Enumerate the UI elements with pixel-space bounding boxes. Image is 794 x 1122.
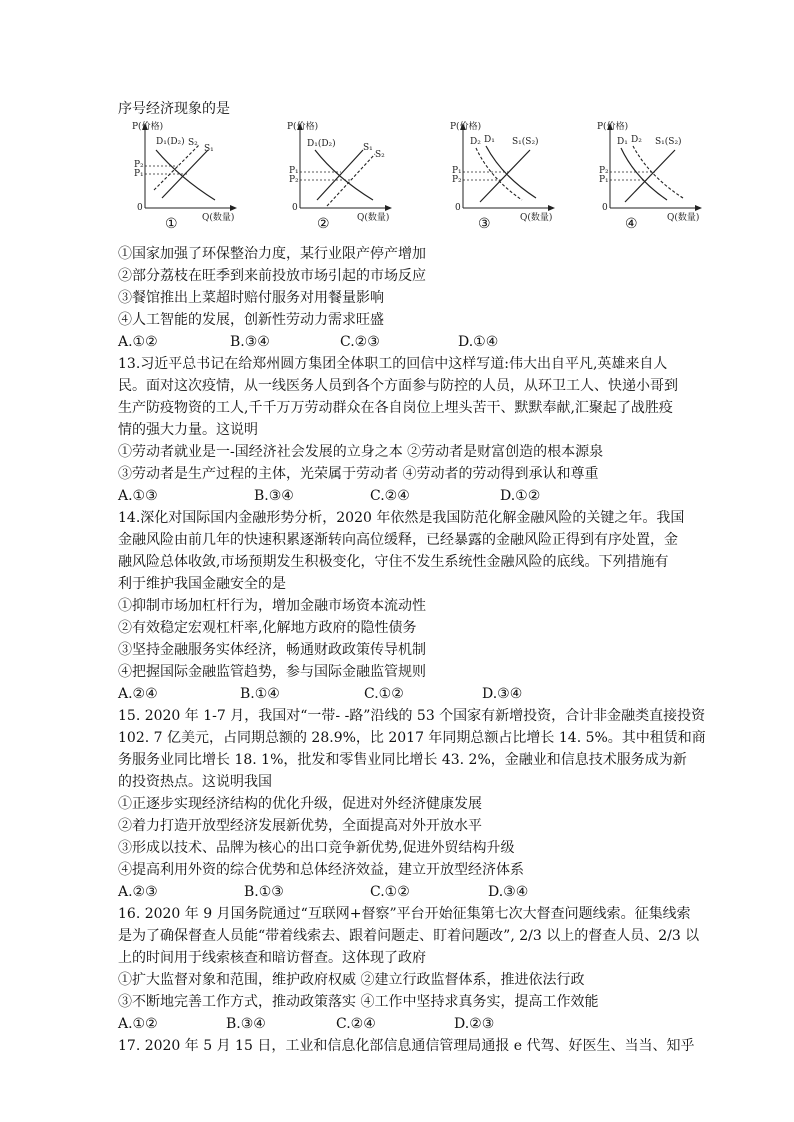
g4-p2-label: P₂	[599, 166, 609, 176]
q14-line-4: 利于维护我国金融安全的是	[118, 576, 286, 592]
q12-option-b: B.③④	[230, 334, 270, 350]
q13-option-a: A.①③	[118, 488, 158, 504]
g1-q-label: Q(数量)	[202, 213, 235, 223]
q16-option-a: A.①②	[118, 1016, 158, 1032]
g3-number: ③	[478, 216, 491, 232]
q14-line-6: ②有效稳定宏观杠杆率,化解地方政府的隐性债务	[118, 620, 417, 636]
g4-p-label: P(价格)	[597, 122, 629, 132]
q12-item-4: ④人工智能的发展，创新性劳动力需求旺盛	[118, 312, 384, 328]
graph-1	[110, 120, 250, 235]
q14-option-c: C.①②	[364, 686, 404, 702]
graph-3	[428, 120, 568, 235]
g1-s1-label: S₁	[204, 144, 214, 154]
g1-s2-label: S₂	[188, 138, 198, 148]
g1-p1-label: P₁	[134, 169, 144, 179]
g1-p2-label: P₂	[134, 160, 144, 170]
q14-line-1: 14.深化对国际国内金融形势分析，2020 年依然是我国防范化解金融风险的关键之年。我国	[118, 510, 685, 526]
q14-option-a: A.②④	[118, 686, 158, 702]
g3-origin: 0	[455, 203, 461, 213]
q14-option-b: B.①④	[240, 686, 280, 702]
g4-p1-label: P₁	[599, 175, 609, 185]
q17-line-1: 17. 2020 年 5 月 15 日，工业和信息化部信息通信管理局通报 e 代驾、好医生、当当、知乎	[118, 1038, 695, 1054]
q15-line-7: ③形成以技术、品牌为核心的出口竞争新优势,促进外贸结构升级	[118, 840, 515, 856]
q13-line-2: 民。面对这次疫情，从一线医务人员到各个方面参与防控的人员，从环卫工人、快递小哥到	[118, 378, 678, 394]
q14-line-7: ③坚持金融服务实体经济，畅通财政政策传导机制	[118, 642, 426, 658]
g4-demand-d1	[621, 148, 667, 200]
q13-line-5: ①劳动者就业是一-国经济社会发展的立身之本 ②劳动者是财富创造的根本源泉	[118, 444, 604, 460]
q12-item-2: ②部分荔枝在旺季到来前投放市场引起的市场反应	[118, 268, 426, 284]
g3-p-label: P(价格)	[450, 122, 482, 132]
g4-origin: 0	[602, 203, 608, 213]
q14-line-8: ④把握国际金融监管趋势，参与国际金融监管规则	[118, 664, 426, 680]
g3-supply-curve	[480, 150, 530, 202]
g3-s-label: S₁(S₂)	[512, 137, 539, 147]
g4-number: ④	[625, 216, 638, 232]
q15-line-5: ①正逐步实现经济结构的优化升级，促进对外经济健康发展	[118, 796, 482, 812]
q13-line-6: ③劳动者是生产过程的主体，光荣属于劳动者 ④劳动者的劳动得到承认和尊重	[118, 466, 599, 482]
graph-4-svg	[575, 120, 715, 223]
q16-line-3: 上的时间用于线索核查和暗访督查。这体现了政府	[118, 950, 426, 966]
g4-supply-curve	[625, 150, 675, 202]
q13-line-4: 情的强大力量。这说明	[118, 422, 258, 438]
q16-line-5: ③不断地完善工作方式，推动政策落实 ④工作中坚持求真务实，提高工作效能	[118, 994, 599, 1010]
q16-option-b: B.③④	[226, 1016, 266, 1032]
g2-p1-label: P₁	[289, 166, 299, 176]
q15-option-b: B.①③	[244, 884, 284, 900]
g2-number: ②	[317, 216, 330, 232]
g4-d1-label: D₁	[617, 137, 628, 147]
g2-q-label: Q(数量)	[357, 213, 390, 223]
graph-4	[575, 120, 715, 235]
q13-line-3: 生产防疫物资的工人,千千万万劳动群众在各自岗位上埋头苦干、默默奉献,汇聚起了战胜疫	[118, 400, 673, 416]
g1-origin: 0	[137, 203, 143, 213]
g3-p2-label: P₂	[452, 175, 462, 185]
g4-demand-d2	[633, 146, 683, 198]
q16-line-1: 16. 2020 年 9 月国务院通过“互联网+督察”平台开始征集第七次大督查问题线索。征集线索	[118, 906, 691, 922]
q13-option-b: B.③④	[254, 488, 294, 504]
graph-2	[265, 120, 405, 235]
q15-line-8: ④提高利用外资的综合优势和总体经济效益，建立开放型经济体系	[118, 862, 524, 878]
g4-d2-label: D₂	[631, 135, 642, 145]
g2-p2-label: P₂	[289, 175, 299, 185]
q15-line-6: ②着力打造开放型经济发展新优势，全面提高对外开放水平	[118, 818, 482, 834]
g3-demand-d2	[476, 148, 522, 200]
g3-q-label: Q(数量)	[520, 213, 553, 223]
g3-demand-d1	[486, 146, 536, 198]
g4-q-label: Q(数量)	[667, 213, 700, 223]
q15-option-d: D.③④	[488, 884, 529, 900]
intro-line: 序号经济现象的是	[118, 101, 230, 117]
g2-d-label: D₁(D₂)	[307, 139, 336, 149]
g4-s-label: S₁(S₂)	[655, 137, 682, 147]
graph-1-svg	[110, 120, 250, 223]
q12-option-a: A.①②	[118, 334, 158, 350]
g3-p1-label: P₁	[452, 166, 462, 176]
supply-demand-graphs	[110, 120, 700, 235]
q14-line-3: 融风险总体收敛,市场预期发生积极变化，守住不发生系统性金融风险的底线。下列措施有	[118, 554, 669, 570]
q15-line-4: 的投资热点。这说明我国	[118, 774, 272, 790]
q15-line-2: 102. 7 亿美元，占同期总额的 28.9%，比 2017 年同期总额占比增长 14. 5%。其中租赁和商	[118, 730, 706, 746]
g3-d2-label: D₂	[470, 137, 481, 147]
q13-line-1: 13.习近平总书记在给郑州圆方集团全体职工的回信中这样写道:伟大出自平凡,英雄来自人	[118, 356, 668, 372]
g1-number: ①	[165, 216, 178, 232]
g2-p-label: P(价格)	[287, 122, 319, 132]
q12-item-3: ③餐馆推出上菜超时赔付服务对用餐量影响	[118, 290, 384, 306]
q15-option-a: A.②③	[118, 884, 158, 900]
q12-option-c: C.②③	[340, 334, 380, 350]
graph-2-svg	[265, 120, 405, 223]
g1-p-label: P(价格)	[132, 122, 164, 132]
g2-s1-label: S₁	[363, 143, 373, 153]
g3-d1-label: D₁	[484, 135, 495, 145]
q14-line-2: 金融风险由前几年的快速积累逐渐转向高位缓释，已经暴露的金融风险正得到有序处置，金	[118, 532, 678, 548]
q16-option-d: D.②③	[454, 1016, 495, 1032]
q15-option-c: C.①②	[370, 884, 410, 900]
q13-option-d: D.①②	[500, 488, 541, 504]
q16-line-2: 是为了确保督查人员能“带着线索去、跟着问题走、盯着问题改”, 2/3 以上的督查人员、2/3 以	[118, 928, 700, 944]
g2-s2-label: S₂	[375, 150, 385, 160]
q16-line-4: ①扩大监督对象和范围，维护政府权威 ②建立行政监督体系，推进依法行政	[118, 972, 585, 988]
q15-line-3: 务服务业同比增长 18. 1%，批发和零售业同比增长 43. 2%，金融业和信息技术服务成为新	[118, 752, 687, 768]
q13-option-c: C.②④	[370, 488, 410, 504]
q16-option-c: C.②④	[336, 1016, 376, 1032]
q12-item-1: ①国家加强了环保整治力度，某行业限产停产增加	[118, 246, 426, 262]
q14-option-d: D.③④	[482, 686, 523, 702]
q15-line-1: 15. 2020 年 1-7 月，我国对“一带- -路”沿线的 53 个国家有新增投资，合计非金融类直接投资	[118, 708, 706, 724]
q14-line-5: ①抑制市场加杠杆行为，增加金融市场资本流动性	[118, 598, 426, 614]
q12-option-d: D.①④	[458, 334, 499, 350]
g1-demand-curve	[156, 150, 215, 200]
g2-origin: 0	[292, 203, 298, 213]
g1-d-label: D₁(D₂)	[156, 137, 185, 147]
graph-3-svg	[428, 120, 568, 223]
